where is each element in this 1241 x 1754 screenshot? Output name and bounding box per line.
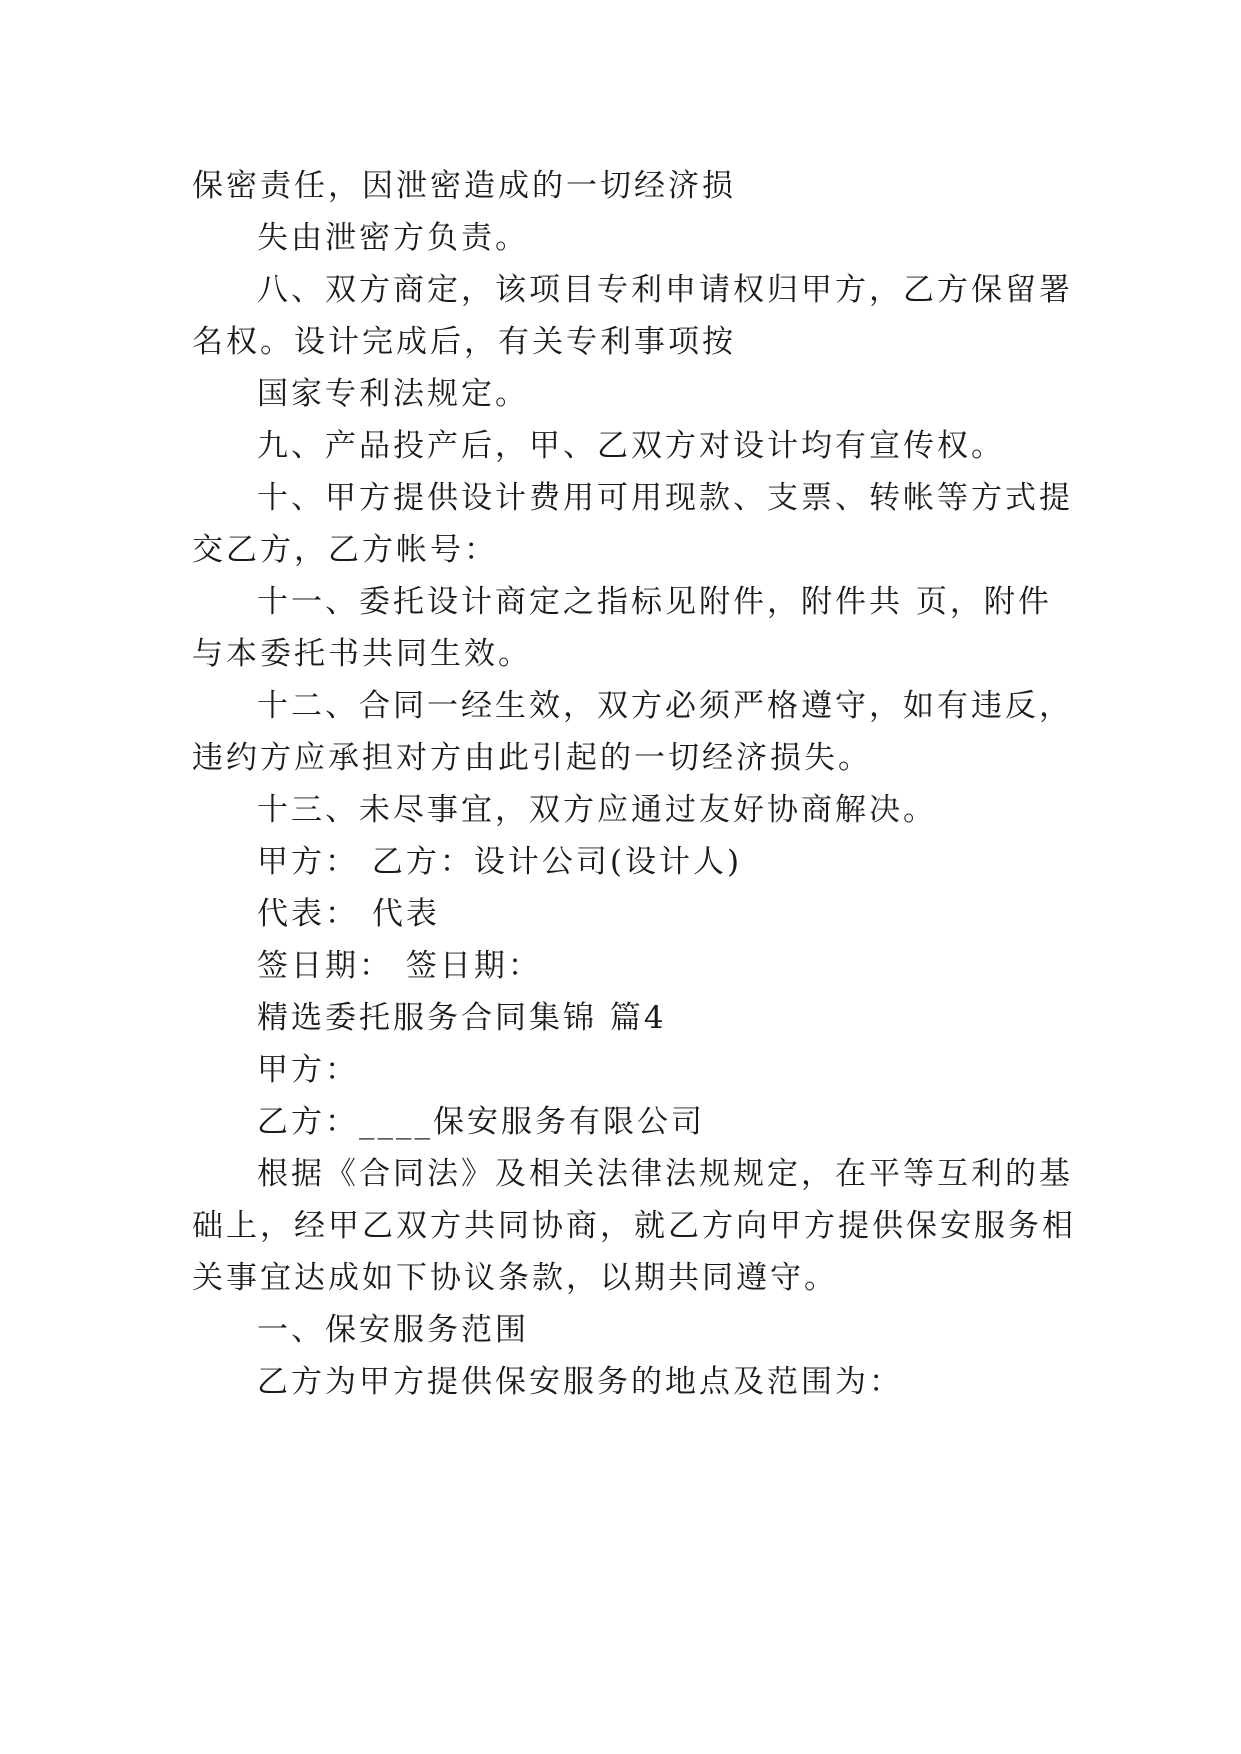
text-line: 签日期： 签日期： xyxy=(257,948,542,984)
text-line: 关事宜达成如下协议条款，以期共同遵守。 xyxy=(192,1260,838,1296)
text-line: 乙方为甲方提供保安服务的地点及范围为： xyxy=(257,1364,903,1400)
text-line: 失由泄密方负责。 xyxy=(257,220,529,256)
text-line: 一、保安服务范围 xyxy=(257,1312,529,1348)
text-line: 名权。设计完成后，有关专利事项按 xyxy=(192,324,736,360)
text-line: 代表： 代表 xyxy=(257,896,440,932)
text-line: 八、双方商定，该项目专利申请权归甲方，乙方保留署 xyxy=(257,272,1073,308)
text-line: 九、产品投产后，甲、乙双方对设计均有宣传权。 xyxy=(257,428,1005,464)
text-line: 十一、委托设计商定之指标见附件，附件共 页，附件 xyxy=(257,584,1052,620)
section-title: 精选委托服务合同集锦 篇4 xyxy=(257,1000,667,1036)
text-line: 违约方应承担对方由此引起的一切经济损失。 xyxy=(192,740,872,776)
text-line: 与本委托书共同生效。 xyxy=(192,636,532,672)
text-line: 交乙方，乙方帐号： xyxy=(192,532,498,568)
text-line: 础上，经甲乙双方共同协商，就乙方向甲方提供保安服务相 xyxy=(192,1208,1076,1244)
text-line: 甲方： xyxy=(257,1052,359,1088)
text-line: 根据《合同法》及相关法律法规规定，在平等互利的基 xyxy=(257,1156,1073,1192)
text-line: 乙方：____保安服务有限公司 xyxy=(257,1104,705,1140)
text-line: 十二、合同一经生效，双方必须严格遵守，如有违反， xyxy=(257,688,1073,724)
text-line: 甲方： 乙方：设计公司(设计人) xyxy=(257,844,743,880)
text-line: 十三、未尽事宜，双方应通过友好协商解决。 xyxy=(257,792,937,828)
text-line: 国家专利法规定。 xyxy=(257,376,529,412)
text-line: 保密责任，因泄密造成的一切经济损 xyxy=(192,168,736,204)
text-line: 十、甲方提供设计费用可用现款、支票、转帐等方式提 xyxy=(257,480,1073,516)
